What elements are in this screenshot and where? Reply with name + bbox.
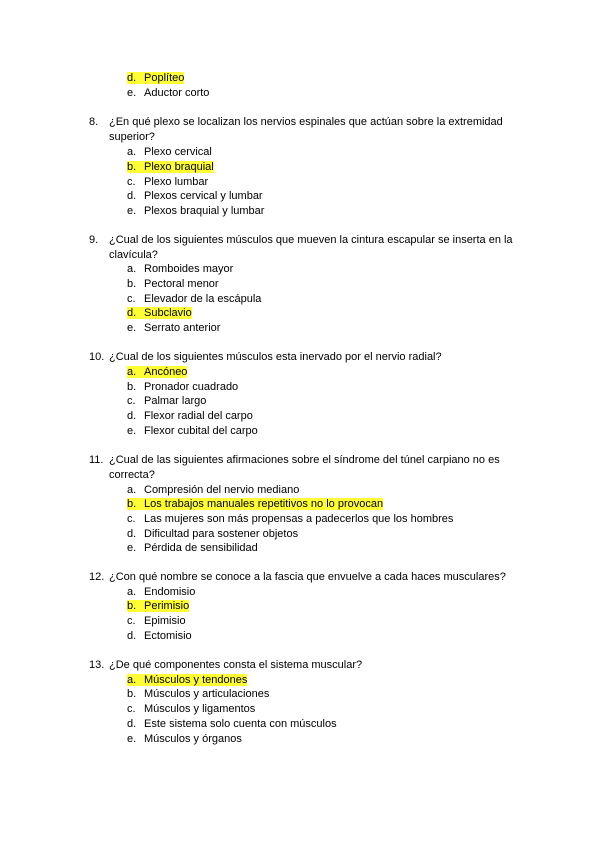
option-text: Plexo braquial xyxy=(144,161,214,173)
option-item xyxy=(127,717,337,731)
question-number: 11. xyxy=(89,454,104,466)
option-letter: e. xyxy=(127,322,137,334)
option-item xyxy=(127,732,242,746)
question-text: ¿Cual de los siguientes músculos esta inervado por el nervio radial? xyxy=(109,351,442,363)
option-text: Romboides mayor xyxy=(144,263,234,275)
question-number: 8. xyxy=(89,116,99,128)
question-8 xyxy=(89,115,519,144)
option-letter: a. xyxy=(127,674,137,686)
option-item xyxy=(127,380,238,394)
option-letter: c. xyxy=(127,293,136,305)
option-letter: b. xyxy=(127,278,137,290)
question-text: ¿Con qué nombre se conoce a la fascia que envuelve a cada haces musculares? xyxy=(109,571,506,583)
option-item xyxy=(127,424,258,438)
option-letter: e. xyxy=(127,425,137,437)
question-number: 9. xyxy=(89,234,99,246)
option-text: Pectoral menor xyxy=(144,278,219,290)
option-text: Palmar largo xyxy=(144,395,207,407)
option-letter: c. xyxy=(127,513,136,525)
option-letter: a. xyxy=(127,366,137,378)
question-text: ¿De qué componentes consta el sistema muscular? xyxy=(109,659,363,671)
option-letter: c. xyxy=(127,615,136,627)
option-text: Aductor corto xyxy=(144,87,210,99)
option-letter: b. xyxy=(127,688,137,700)
option-item xyxy=(127,204,264,218)
option-letter: d. xyxy=(127,72,137,84)
option-text: Ancóneo xyxy=(144,366,188,378)
option-letter: b. xyxy=(127,600,137,612)
option-text: Poplíteo xyxy=(144,72,185,84)
option-text: Compresión del nervio mediano xyxy=(144,484,300,496)
option-text: Músculos y ligamentos xyxy=(144,703,256,715)
option-item xyxy=(127,673,247,687)
option-item xyxy=(127,599,189,613)
option-text: Dificultad para sostener objetos xyxy=(144,528,299,540)
option-item xyxy=(127,541,258,555)
option-text: Plexos cervical y lumbar xyxy=(144,190,263,202)
option-item xyxy=(127,497,383,511)
option-item xyxy=(127,527,298,541)
option-letter: d. xyxy=(127,528,137,540)
option-text: Músculos y articulaciones xyxy=(144,688,270,700)
option-text: Pronador cuadrado xyxy=(144,381,239,393)
question-11 xyxy=(89,453,519,482)
option-item xyxy=(127,175,208,189)
option-text: Ectomisio xyxy=(144,630,192,642)
option-text: Este sistema solo cuenta con músculos xyxy=(144,718,337,730)
option-letter: d. xyxy=(127,410,137,422)
option-text: Plexo cervical xyxy=(144,146,212,158)
option-text: Perimisio xyxy=(144,600,190,612)
option-text: Elevador de la escápula xyxy=(144,293,262,305)
option-letter: e. xyxy=(127,87,137,99)
option-text: Músculos y tendones xyxy=(144,674,248,686)
option-item xyxy=(127,292,261,306)
option-item xyxy=(127,614,186,628)
option-text: Subclavio xyxy=(144,307,192,319)
option-text: Los trabajos manuales repetitivos no lo provocan xyxy=(144,498,384,510)
question-number: 12. xyxy=(89,571,105,583)
option-text: Las mujeres son más propensas a padecerlos que los hombres xyxy=(144,513,454,525)
option-letter: c. xyxy=(127,395,136,407)
option-letter: c. xyxy=(127,176,136,188)
option-item xyxy=(127,585,195,599)
option-letter: e. xyxy=(127,733,137,745)
option-letter: a. xyxy=(127,146,137,158)
option-letter: e. xyxy=(127,542,137,554)
option-letter: a. xyxy=(127,586,137,598)
question-12 xyxy=(89,570,519,585)
option-item xyxy=(127,86,209,100)
option-text: Flexor radial del carpo xyxy=(144,410,253,422)
option-item xyxy=(127,71,184,85)
option-item xyxy=(127,394,206,408)
option-item xyxy=(127,160,214,174)
option-text: Flexor cubital del carpo xyxy=(144,425,258,437)
question-number: 10. xyxy=(89,351,105,363)
option-item xyxy=(127,409,253,423)
option-text: Endomisio xyxy=(144,586,196,598)
option-letter: d. xyxy=(127,630,137,642)
option-letter: b. xyxy=(127,381,137,393)
option-letter: c. xyxy=(127,703,136,715)
question-text: ¿Cual de los siguientes músculos que mueven la cintura escapular se inserta en la clavícula? xyxy=(109,234,513,261)
option-item xyxy=(127,306,192,320)
option-letter: d. xyxy=(127,307,137,319)
option-text: Epimisio xyxy=(144,615,186,627)
option-item xyxy=(127,321,220,335)
option-item xyxy=(127,365,187,379)
option-letter: a. xyxy=(127,484,137,496)
option-letter: a. xyxy=(127,263,137,275)
option-item xyxy=(127,629,192,643)
question-text: ¿Cual de las siguientes afirmaciones sobre el síndrome del túnel carpiano no es correcta? xyxy=(109,454,500,481)
option-text: Plexos braquial y lumbar xyxy=(144,205,265,217)
option-item xyxy=(127,277,219,291)
option-item xyxy=(127,702,255,716)
question-13 xyxy=(89,658,519,673)
option-item xyxy=(127,483,299,497)
option-text: Plexo lumbar xyxy=(144,176,209,188)
option-text: Pérdida de sensibilidad xyxy=(144,542,258,554)
option-letter: d. xyxy=(127,718,137,730)
option-letter: d. xyxy=(127,190,137,202)
question-number: 13. xyxy=(89,659,105,671)
option-letter: e. xyxy=(127,205,137,217)
option-item xyxy=(127,262,233,276)
option-item xyxy=(127,145,212,159)
option-text: Serrato anterior xyxy=(144,322,221,334)
option-letter: b. xyxy=(127,161,137,173)
option-text: Músculos y órganos xyxy=(144,733,242,745)
question-9 xyxy=(89,233,519,262)
option-item xyxy=(127,687,269,701)
option-item xyxy=(127,189,263,203)
question-10 xyxy=(89,350,519,365)
option-letter: b. xyxy=(127,498,137,510)
question-text: ¿En qué plexo se localizan los nervios espinales que actúan sobre la extremidad superior? xyxy=(109,116,503,143)
option-item xyxy=(127,512,453,526)
